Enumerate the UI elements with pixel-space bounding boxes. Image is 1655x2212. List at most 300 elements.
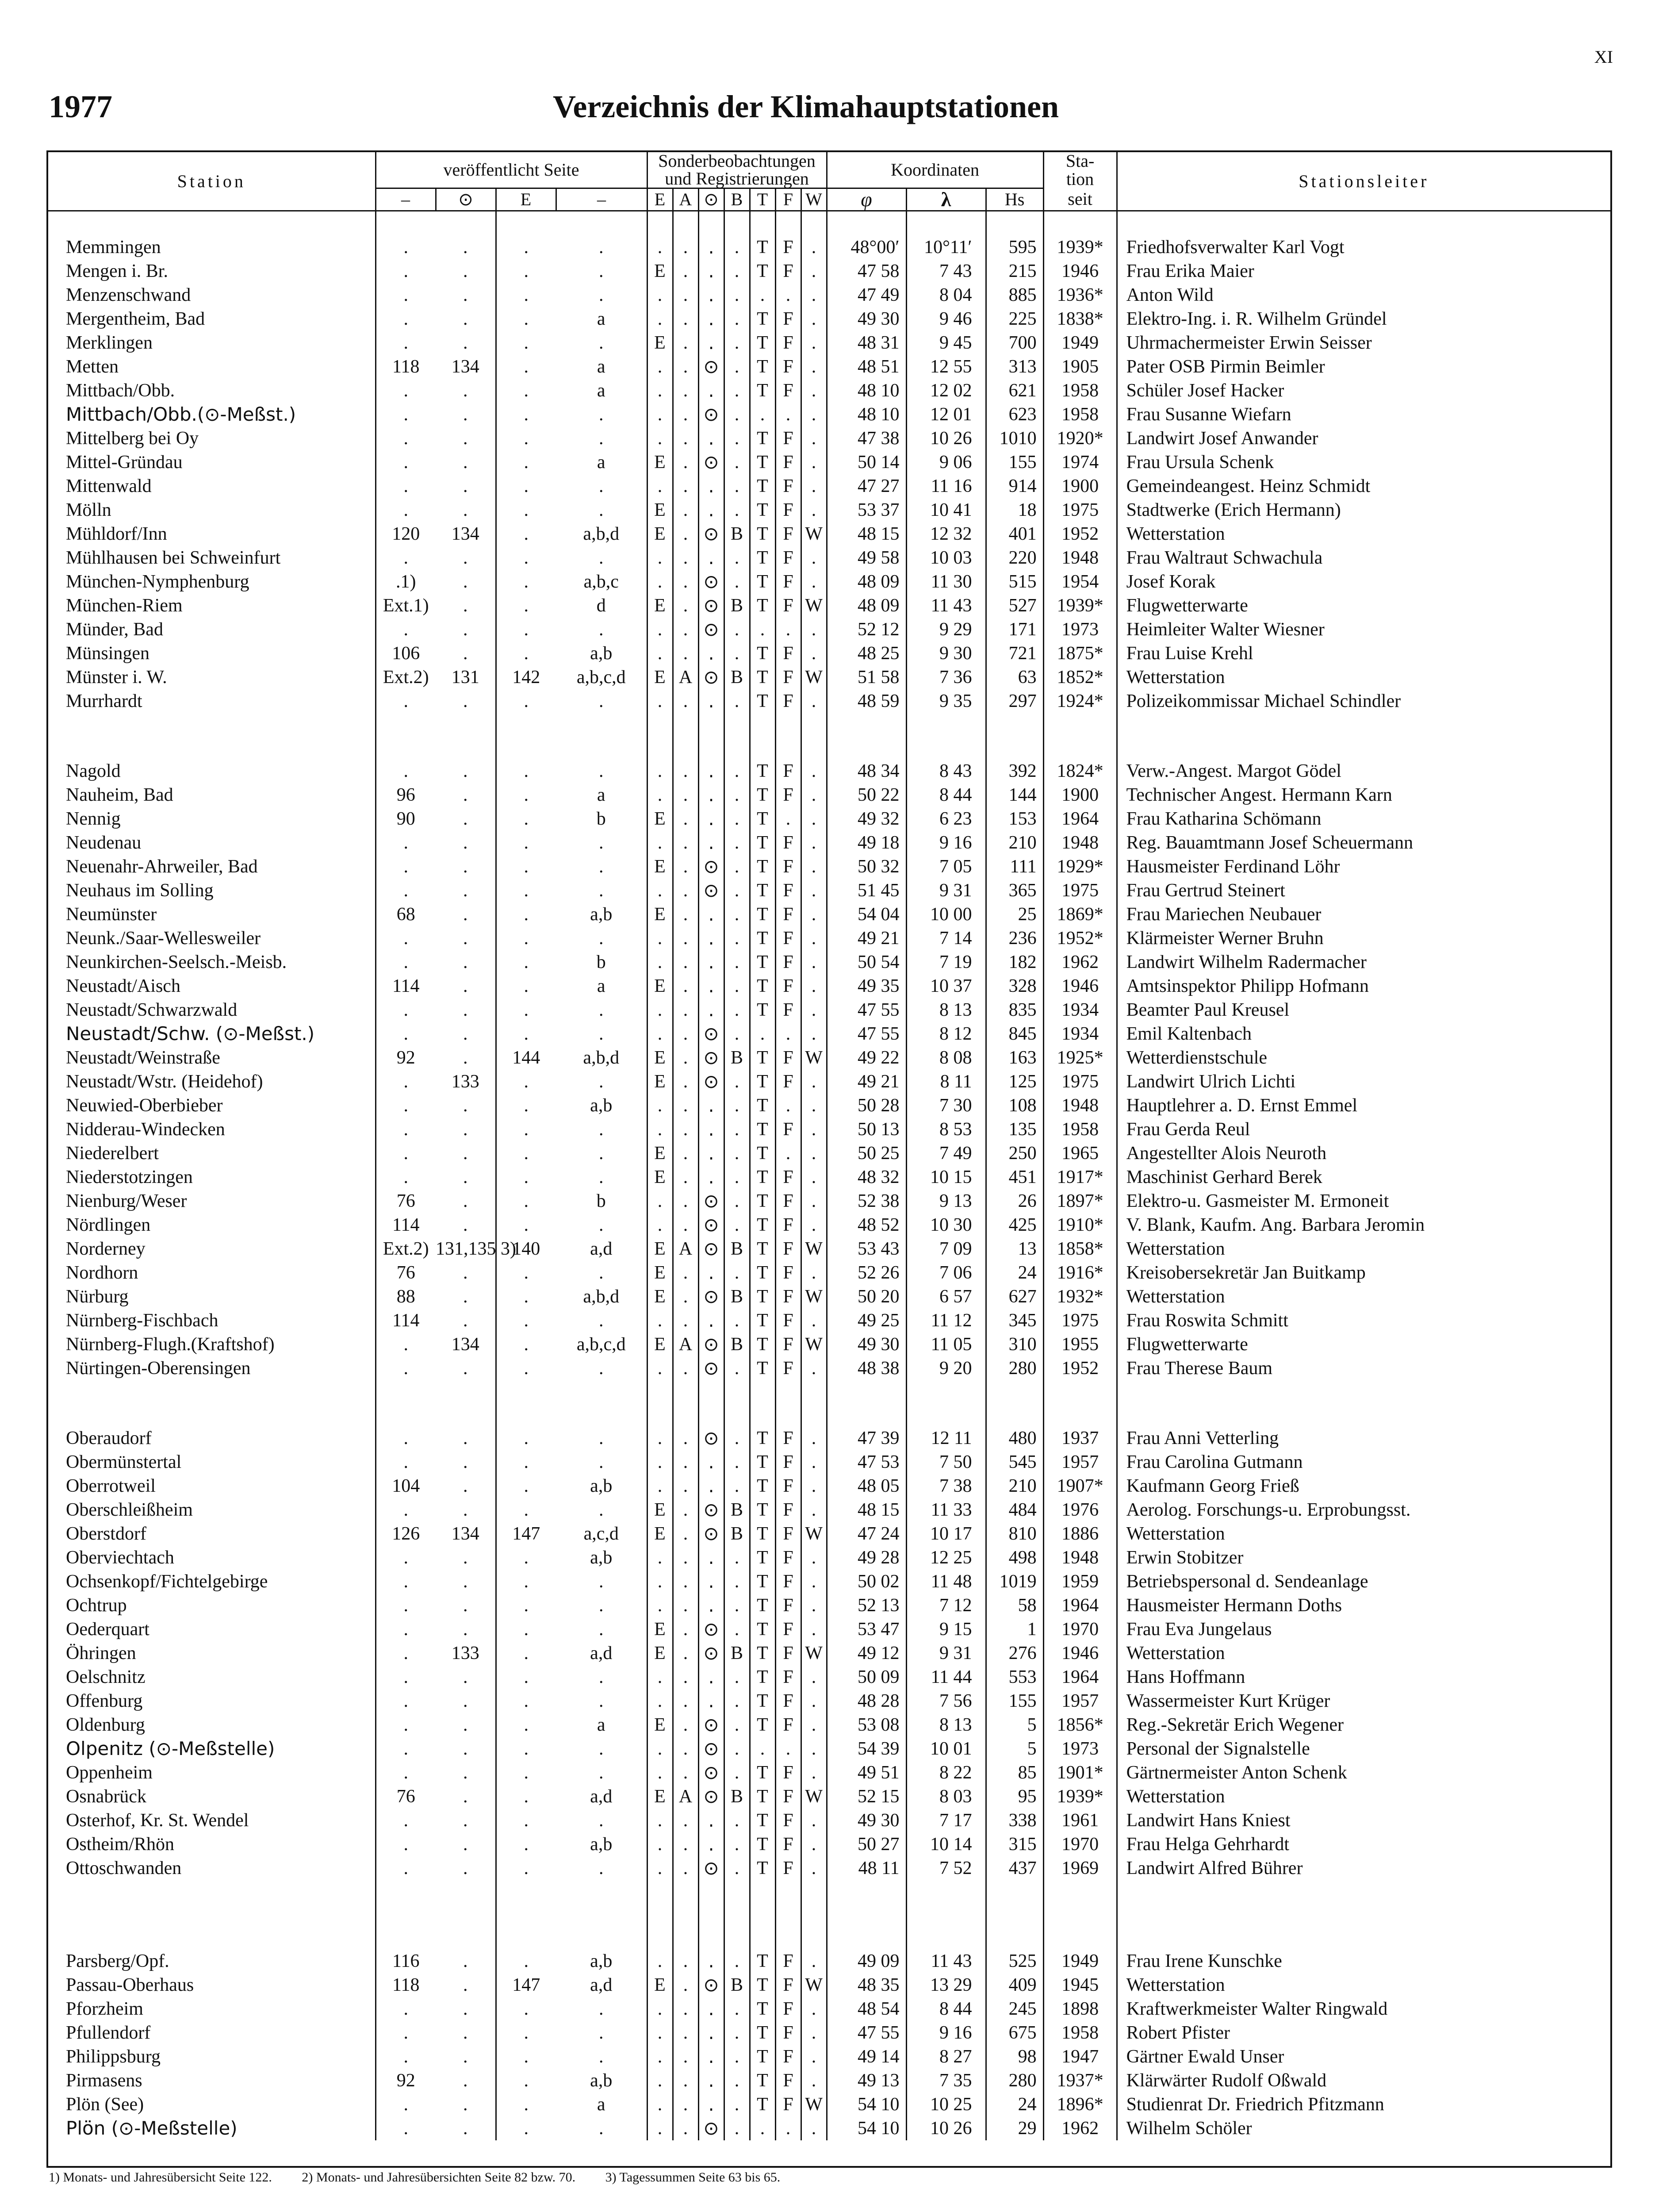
spec-b-cell: . xyxy=(724,546,750,570)
station-since-cell: 1901* xyxy=(1043,1761,1117,1785)
spec-e-cell: . xyxy=(647,1189,673,1213)
station-since-cell: 1945 xyxy=(1043,1973,1117,1997)
station-since-cell: 1897* xyxy=(1043,1189,1117,1213)
pub-sun-cell: . xyxy=(463,1951,468,1971)
table-row xyxy=(48,1594,1610,1617)
pub-sun-cell: . xyxy=(463,785,468,805)
longitude-cell: 10 25 xyxy=(906,2093,986,2116)
spec-w-cell: . xyxy=(801,1141,827,1165)
station-since-cell: 1958 xyxy=(1043,403,1117,426)
spec-t-cell: T xyxy=(750,1665,775,1689)
pub-extra-cell: d xyxy=(596,595,606,616)
spec-b-cell: . xyxy=(724,1094,750,1118)
spec-a-cell: . xyxy=(673,1997,698,2021)
station-name-cell: Oberschleißheim xyxy=(66,1500,193,1520)
latitude-cell: 48 09 xyxy=(827,594,906,618)
spacer-cell xyxy=(750,1380,775,1426)
station-leader-cell: Heimleiter Walter Wiesner xyxy=(1117,618,1610,641)
header-leader: Stationsleiter xyxy=(1117,152,1610,211)
pub-extra-cell: . xyxy=(599,1619,604,1640)
spec-w-cell: . xyxy=(801,474,827,498)
spec-f-cell: F xyxy=(775,783,801,807)
spec-a-cell: . xyxy=(673,1426,698,1450)
spec-t-cell: T xyxy=(750,950,775,974)
station-since-cell: 1948 xyxy=(1043,831,1117,855)
pub-extra-cell: a,d xyxy=(590,1975,613,1995)
spec-f-cell: F xyxy=(775,998,801,1022)
station-name-cell: Murrhardt xyxy=(66,691,142,711)
longitude-cell: 9 30 xyxy=(906,641,986,665)
spec-f-cell: F xyxy=(775,1949,801,1973)
spec-t-cell: T xyxy=(750,522,775,546)
station-leader-cell: Landwirt Josef Anwander xyxy=(1117,426,1610,450)
pub-sun-cell: . xyxy=(463,2023,468,2043)
pub-main-cell: . xyxy=(375,379,436,403)
spec-b-cell: . xyxy=(724,974,750,998)
station-name-cell: Mengen i. Br. xyxy=(66,261,168,281)
station-since-cell: 1948 xyxy=(1043,1094,1117,1118)
pub-main-cell: . xyxy=(375,426,436,450)
spacer-cell xyxy=(436,713,496,759)
longitude-cell: 8 04 xyxy=(906,283,986,307)
spec-e-cell: . xyxy=(647,403,673,426)
station-name-cell: Parsberg/Opf. xyxy=(66,1951,169,1971)
spec-e-cell: . xyxy=(647,355,673,379)
pub-extra-cell: a xyxy=(597,357,605,377)
pub-e-cell: . xyxy=(496,1285,556,1309)
pub-sun-cell: . xyxy=(463,904,468,925)
spec-t-cell: T xyxy=(750,1997,775,2021)
spec-sun-cell: ⊙ xyxy=(698,1761,724,1785)
pub-e-cell: 142 xyxy=(496,665,556,689)
spec-f-cell: F xyxy=(775,1641,801,1665)
spec-t-cell: T xyxy=(750,855,775,879)
spec-w-cell: . xyxy=(801,546,827,570)
station-name-cell: Öhringen xyxy=(66,1643,136,1663)
latitude-cell: 49 28 xyxy=(827,1546,906,1570)
spec-a-cell: A xyxy=(673,1237,698,1261)
altitude-cell: 85 xyxy=(986,1761,1043,1785)
spec-f-cell: . xyxy=(775,618,801,641)
station-leader-cell: Frau Gertrud Steinert xyxy=(1117,879,1610,902)
station-name-cell: Mittenwald xyxy=(66,476,152,496)
spec-b-cell: . xyxy=(724,879,750,902)
table-row xyxy=(48,950,1610,974)
spec-e-cell: . xyxy=(647,2069,673,2093)
station-since-cell: 1952 xyxy=(1043,1356,1117,1380)
station-table xyxy=(48,152,1610,2140)
longitude-cell: 7 35 xyxy=(906,2069,986,2093)
pub-e-cell: . xyxy=(496,307,556,331)
pub-e-cell: . xyxy=(496,1594,556,1617)
spec-a-cell: . xyxy=(673,1165,698,1189)
pub-main-cell: . xyxy=(375,474,436,498)
station-since-cell: 1964 xyxy=(1043,1665,1117,1689)
spec-f-cell: F xyxy=(775,641,801,665)
station-leader-cell: Wassermeister Kurt Krüger xyxy=(1117,1689,1610,1713)
station-name-cell: Nauheim, Bad xyxy=(66,785,173,805)
spec-a-cell: . xyxy=(673,1737,698,1761)
latitude-cell: 48 35 xyxy=(827,1973,906,1997)
spec-t-cell: T xyxy=(750,1522,775,1546)
pub-e-cell: . xyxy=(496,1261,556,1285)
spec-a-cell: . xyxy=(673,2045,698,2069)
spec-b-cell: . xyxy=(724,1832,750,1856)
spec-e-cell: E xyxy=(647,807,673,831)
spec-t-cell: T xyxy=(750,426,775,450)
spec-sun-cell: ⊙ xyxy=(698,1022,724,1046)
altitude-cell: 545 xyxy=(986,1450,1043,1474)
spec-w-cell: . xyxy=(801,641,827,665)
spec-e-cell: . xyxy=(647,1309,673,1333)
station-since-cell: 1900 xyxy=(1043,783,1117,807)
spec-a-cell: . xyxy=(673,1856,698,1880)
pub-sun-cell: . xyxy=(463,476,468,496)
pub-e-cell: . xyxy=(496,331,556,355)
spec-t-cell: . xyxy=(750,403,775,426)
station-name-cell: Oberstdorf xyxy=(66,1524,146,1544)
longitude-cell: 8 44 xyxy=(906,783,986,807)
spec-b-cell: . xyxy=(724,379,750,403)
spec-b-cell: . xyxy=(724,807,750,831)
spec-f-cell: F xyxy=(775,2069,801,2093)
station-leader-cell: Klärmeister Werner Bruhn xyxy=(1117,926,1610,950)
spec-e-cell: . xyxy=(647,1761,673,1785)
pub-sun-cell: . xyxy=(463,856,468,877)
spec-b-cell: . xyxy=(724,1546,750,1570)
spec-w-cell: . xyxy=(801,618,827,641)
spec-a-cell: . xyxy=(673,1809,698,1832)
spec-sun-cell: . xyxy=(698,974,724,998)
spec-b-cell: . xyxy=(724,1737,750,1761)
altitude-cell: 525 xyxy=(986,1949,1043,1973)
station-name-cell: Neunk./Saar-Wellesweiler xyxy=(66,928,261,949)
altitude-cell: 280 xyxy=(986,1356,1043,1380)
station-since-cell: 1939* xyxy=(1043,1785,1117,1809)
spec-b-cell: . xyxy=(724,1141,750,1165)
station-name-cell: Münder, Bad xyxy=(66,619,163,640)
station-name-cell: Memmingen xyxy=(66,237,161,257)
spec-e-cell: . xyxy=(647,879,673,902)
spec-a-cell: . xyxy=(673,1046,698,1070)
pub-sun-cell: . xyxy=(463,1310,468,1331)
spec-f-cell: F xyxy=(775,1118,801,1141)
spec-w-cell: . xyxy=(801,379,827,403)
spec-t-cell: T xyxy=(750,1856,775,1880)
spec-a-cell: . xyxy=(673,783,698,807)
spec-e-cell: . xyxy=(647,1213,673,1237)
spec-a-cell: A xyxy=(673,665,698,689)
pub-main-cell: . xyxy=(375,283,436,307)
spec-sun-cell: ⊙ xyxy=(698,594,724,618)
pub-main-cell: . xyxy=(375,618,436,641)
station-leader-cell: Frau Ursula Schenk xyxy=(1117,450,1610,474)
pub-main-cell: . xyxy=(375,1997,436,2021)
station-name-cell: Ochsenkopf/Fichtelgebirge xyxy=(66,1571,268,1592)
altitude-cell: 345 xyxy=(986,1309,1043,1333)
altitude-cell: 401 xyxy=(986,522,1043,546)
station-since-cell: 1962 xyxy=(1043,950,1117,974)
pub-e-cell: . xyxy=(496,570,556,594)
spec-e-cell: E xyxy=(647,594,673,618)
header-special-line2: und Registrierungen xyxy=(647,170,827,188)
pub-extra-cell: . xyxy=(599,1024,604,1044)
pub-extra-cell: b xyxy=(596,952,606,972)
pub-sun-cell: 134 xyxy=(451,1524,479,1544)
pub-extra-cell: . xyxy=(599,2023,604,2043)
spec-f-cell: F xyxy=(775,594,801,618)
spec-t-cell: . xyxy=(750,618,775,641)
longitude-cell: 7 50 xyxy=(906,1450,986,1474)
latitude-cell: 47 55 xyxy=(827,2021,906,2045)
pub-main-cell: . xyxy=(375,1022,436,1046)
station-leader-cell: Frau Waltraut Schwachula xyxy=(1117,546,1610,570)
spec-a-cell: . xyxy=(673,2069,698,2093)
spec-sun-cell: ⊙ xyxy=(698,2116,724,2140)
table-row xyxy=(48,403,1610,426)
spec-sun-cell: . xyxy=(698,902,724,926)
spec-b-cell: . xyxy=(724,1022,750,1046)
spec-sun-cell: . xyxy=(698,2045,724,2069)
station-name-cell: München-Riem xyxy=(66,595,183,616)
spec-a-cell: . xyxy=(673,594,698,618)
latitude-cell: 49 18 xyxy=(827,831,906,855)
pub-main-cell: . xyxy=(375,950,436,974)
station-leader-cell: Emil Kaltenbach xyxy=(1117,1022,1610,1046)
spec-e-cell: . xyxy=(647,2021,673,2045)
station-name-cell: Nürnberg-Flugh.(Kraftshof) xyxy=(66,1334,275,1355)
spec-f-cell: F xyxy=(775,1689,801,1713)
spec-b-cell: . xyxy=(724,1594,750,1617)
table-row xyxy=(48,1546,1610,1570)
header-station: Station xyxy=(48,152,375,211)
spec-t-cell: T xyxy=(750,665,775,689)
pub-extra-cell: . xyxy=(599,1215,604,1235)
spacer-cell xyxy=(724,211,750,236)
header-pub-col: ⊙ xyxy=(436,188,496,211)
spacer-cell xyxy=(1043,1880,1117,1949)
station-leader-cell: Frau Luise Krehl xyxy=(1117,641,1610,665)
pub-sun-cell: 134 xyxy=(451,1334,479,1355)
pub-sun-cell: . xyxy=(463,1048,468,1068)
altitude-cell: 25 xyxy=(986,902,1043,926)
station-since-cell: 1948 xyxy=(1043,546,1117,570)
longitude-cell: 9 35 xyxy=(906,689,986,713)
spec-w-cell: . xyxy=(801,426,827,450)
pub-e-cell: . xyxy=(496,474,556,498)
spec-w-cell: . xyxy=(801,1856,827,1880)
spec-a-cell: . xyxy=(673,641,698,665)
spec-sun-cell: ⊙ xyxy=(698,618,724,641)
latitude-cell: 48 28 xyxy=(827,1689,906,1713)
spec-w-cell: . xyxy=(801,1713,827,1737)
spec-a-cell: . xyxy=(673,1309,698,1333)
station-leader-cell: Landwirt Alfred Bührer xyxy=(1117,1856,1610,1880)
altitude-cell: 515 xyxy=(986,570,1043,594)
spec-t-cell: T xyxy=(750,1261,775,1285)
pub-main-cell: . xyxy=(375,1094,436,1118)
spec-a-cell: . xyxy=(673,2116,698,2140)
spec-a-cell: . xyxy=(673,1118,698,1141)
longitude-cell: 9 16 xyxy=(906,831,986,855)
latitude-cell: 48 10 xyxy=(827,403,906,426)
spec-f-cell: F xyxy=(775,879,801,902)
station-leader-cell: Frau Therese Baum xyxy=(1117,1356,1610,1380)
spec-sun-cell: ⊙ xyxy=(698,665,724,689)
pub-extra-cell: a,b,c,d xyxy=(576,667,626,687)
latitude-cell: 50 14 xyxy=(827,450,906,474)
station-since-cell: 1973 xyxy=(1043,1737,1117,1761)
table-row xyxy=(48,2021,1610,2045)
spacer-cell xyxy=(801,211,827,236)
pub-main-cell: . xyxy=(375,1832,436,1856)
longitude-cell: 8 44 xyxy=(906,1997,986,2021)
spec-t-cell: . xyxy=(750,1022,775,1046)
table-row xyxy=(48,283,1610,307)
station-leader-cell: Aerolog. Forschungs-u. Erprobungsst. xyxy=(1117,1498,1610,1522)
pub-sun-cell: . xyxy=(463,380,468,401)
pub-extra-cell: a,b xyxy=(590,2070,613,2091)
latitude-cell: 48 52 xyxy=(827,1213,906,1237)
pub-main-cell: . xyxy=(375,1617,436,1641)
spacer-cell xyxy=(1117,713,1610,759)
pub-sun-cell: . xyxy=(463,880,468,901)
pub-sun-cell: . xyxy=(463,261,468,281)
longitude-cell: 7 17 xyxy=(906,1809,986,1832)
year-heading: 1977 xyxy=(49,89,112,124)
spec-e-cell: E xyxy=(647,1070,673,1094)
longitude-cell: 9 15 xyxy=(906,1617,986,1641)
pub-sun-cell: . xyxy=(463,976,468,996)
altitude-cell: 108 xyxy=(986,1094,1043,1118)
spacer-cell xyxy=(775,211,801,236)
pub-main-cell: Ext.2) xyxy=(375,1237,436,1261)
table-row xyxy=(48,998,1610,1022)
station-name-cell: Nennig xyxy=(66,809,121,829)
pub-extra-cell: a,b xyxy=(590,1095,613,1116)
pub-e-cell: . xyxy=(496,1689,556,1713)
spec-a-cell: . xyxy=(673,355,698,379)
spec-e-cell: E xyxy=(647,259,673,283)
longitude-cell: 7 06 xyxy=(906,1261,986,1285)
spec-t-cell: T xyxy=(750,474,775,498)
table-row xyxy=(48,1213,1610,1237)
table-row xyxy=(48,1046,1610,1070)
spacer-cell xyxy=(698,211,724,236)
spacer-cell xyxy=(827,211,906,236)
spec-sun-cell: . xyxy=(698,926,724,950)
spec-a-cell: . xyxy=(673,426,698,450)
spec-e-cell: . xyxy=(647,641,673,665)
station-leader-cell: Schüler Josef Hacker xyxy=(1117,379,1610,403)
spec-b-cell: . xyxy=(724,1665,750,1689)
spec-w-cell: . xyxy=(801,2045,827,2069)
table-row xyxy=(48,522,1610,546)
table-row xyxy=(48,426,1610,450)
station-name-cell: Pforzheim xyxy=(66,1999,143,2019)
longitude-cell: 9 45 xyxy=(906,331,986,355)
spec-e-cell: . xyxy=(647,379,673,403)
station-since-cell: 1975 xyxy=(1043,1309,1117,1333)
spec-t-cell: T xyxy=(750,1070,775,1094)
spec-e-cell: . xyxy=(647,759,673,783)
spec-a-cell: . xyxy=(673,1356,698,1380)
latitude-cell: 53 37 xyxy=(827,498,906,522)
pub-main-cell: . xyxy=(375,259,436,283)
pub-sun-cell: . xyxy=(463,1999,468,2019)
altitude-cell: 451 xyxy=(986,1165,1043,1189)
spec-w-cell: . xyxy=(801,1832,827,1856)
spec-b-cell: . xyxy=(724,450,750,474)
pub-e-cell: . xyxy=(496,2069,556,2093)
station-since-cell: 1952* xyxy=(1043,926,1117,950)
spec-b-cell: . xyxy=(724,1474,750,1498)
station-leader-cell: Uhrmachermeister Erwin Seisser xyxy=(1117,331,1610,355)
pub-main-cell: 114 xyxy=(375,1213,436,1237)
station-name-cell: Nürtingen-Oberensingen xyxy=(66,1358,251,1379)
spec-w-cell: . xyxy=(801,1261,827,1285)
spec-sun-cell: . xyxy=(698,1450,724,1474)
pub-e-cell: . xyxy=(496,1141,556,1165)
spec-a-cell: . xyxy=(673,235,698,259)
longitude-cell: 10 26 xyxy=(906,426,986,450)
spec-f-cell: F xyxy=(775,665,801,689)
pub-e-cell: 147 xyxy=(496,1973,556,1997)
station-leader-cell: Betriebspersonal d. Sendeanlage xyxy=(1117,1570,1610,1594)
latitude-cell: 48 32 xyxy=(827,1165,906,1189)
pub-main-cell: 92 xyxy=(375,2069,436,2093)
spacer-cell xyxy=(986,1380,1043,1426)
table-row xyxy=(48,1617,1610,1641)
spec-w-cell: . xyxy=(801,783,827,807)
spacer-cell xyxy=(698,713,724,759)
longitude-cell: 6 23 xyxy=(906,807,986,831)
footnotes xyxy=(49,2170,807,2185)
spec-e-cell: E xyxy=(647,522,673,546)
station-since-cell: 1970 xyxy=(1043,1617,1117,1641)
pub-e-cell: 140 xyxy=(496,1237,556,1261)
pub-sun-cell: . xyxy=(463,928,468,949)
spec-e-cell: E xyxy=(647,1498,673,1522)
spec-f-cell: F xyxy=(775,1997,801,2021)
pub-main-cell: . xyxy=(375,1665,436,1689)
altitude-cell: 280 xyxy=(986,2069,1043,2093)
spec-t-cell: T xyxy=(750,1785,775,1809)
spacer-cell xyxy=(906,713,986,759)
pub-sun-cell: . xyxy=(463,833,468,853)
spec-t-cell: T xyxy=(750,546,775,570)
pub-main-cell: . xyxy=(375,403,436,426)
table-row xyxy=(48,1070,1610,1094)
spec-a-cell: . xyxy=(673,331,698,355)
spacer-cell xyxy=(496,713,556,759)
pub-e-cell: . xyxy=(496,259,556,283)
altitude-cell: 26 xyxy=(986,1189,1043,1213)
spacer-cell xyxy=(750,211,775,236)
table-body xyxy=(48,211,1610,2141)
pub-sun-cell: . xyxy=(463,1786,468,1807)
station-since-cell: 1932* xyxy=(1043,1285,1117,1309)
spec-b-cell: . xyxy=(724,1450,750,1474)
station-name-cell: Mittel-Gründau xyxy=(66,452,183,472)
spec-a-cell: . xyxy=(673,474,698,498)
altitude-cell: 885 xyxy=(986,283,1043,307)
spec-sun-cell: . xyxy=(698,331,724,355)
longitude-cell: 8 11 xyxy=(906,1070,986,1094)
pub-sun-cell: . xyxy=(463,1167,468,1187)
altitude-cell: 210 xyxy=(986,1474,1043,1498)
spec-sun-cell: ⊙ xyxy=(698,855,724,879)
